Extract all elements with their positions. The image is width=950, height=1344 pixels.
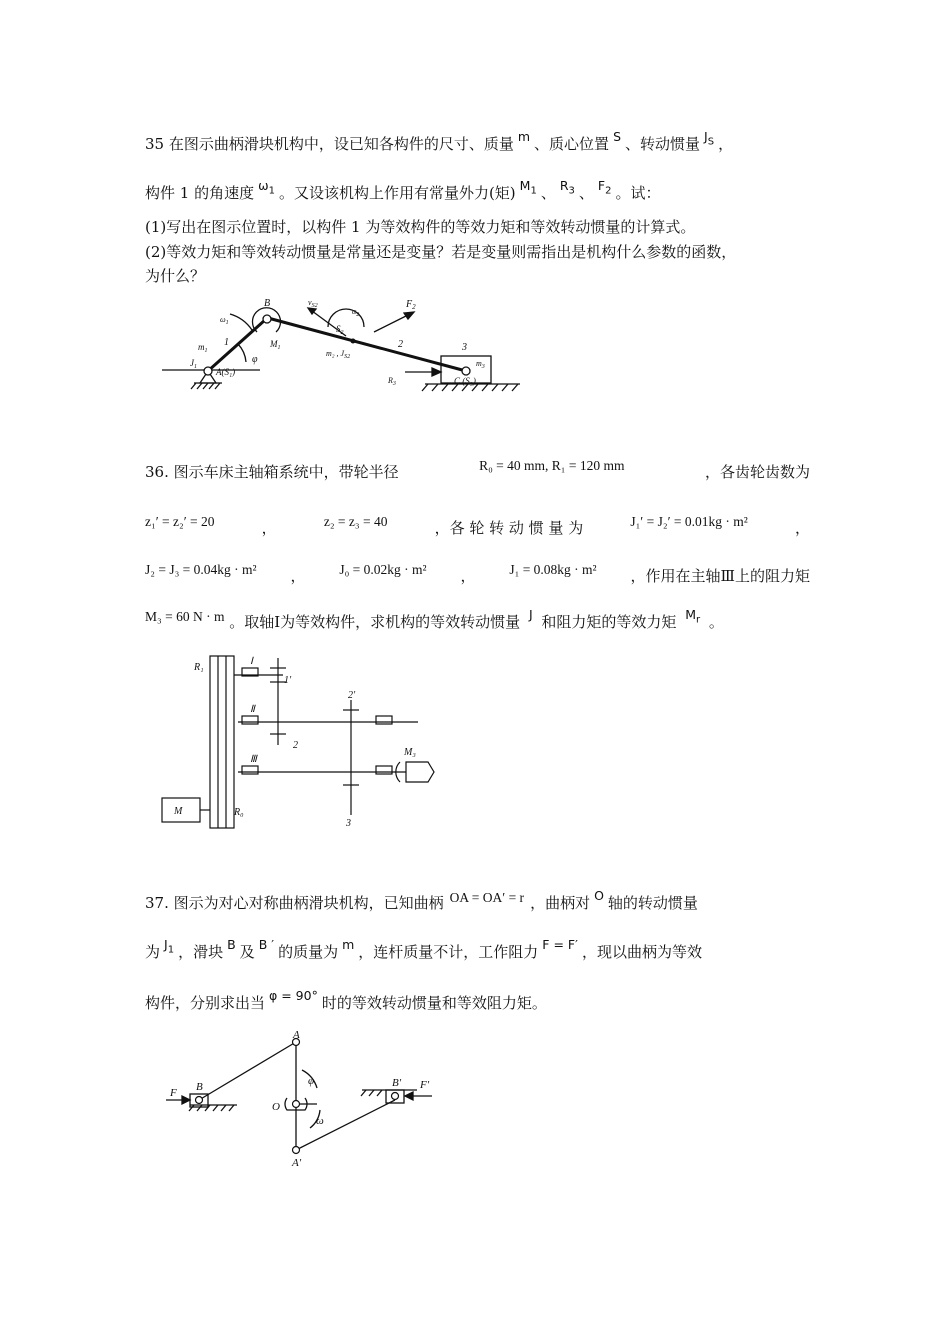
label-O: O bbox=[272, 1101, 280, 1113]
q36-text: ， bbox=[794, 519, 810, 537]
symbol-M: M bbox=[519, 178, 531, 193]
q37-text: 的质量为 bbox=[278, 943, 339, 961]
symbol-m: m bbox=[342, 937, 355, 952]
q36-text: 36. 图示车床主轴箱系统中，带轮半径 bbox=[145, 463, 399, 481]
bearing-II-right bbox=[376, 716, 392, 724]
q35-item-2-cont: 为什么？ bbox=[145, 267, 206, 285]
label-m1 bbox=[198, 342, 208, 354]
label-link-3: 3 bbox=[462, 342, 467, 353]
symbol-sub: S bbox=[707, 136, 715, 148]
symbol-F2 bbox=[594, 178, 616, 197]
label-gear-2p: 2′ bbox=[348, 690, 356, 701]
arrowhead-Fprime bbox=[405, 1092, 413, 1100]
q37-text: 构件，分别求出当 bbox=[145, 994, 266, 1012]
label-shaft-I: Ⅰ bbox=[250, 656, 253, 667]
q35-text: 、质心位置 bbox=[534, 135, 610, 153]
arrowhead-F bbox=[182, 1096, 190, 1104]
label-part: 1 bbox=[194, 364, 197, 370]
label-F: F bbox=[170, 1087, 177, 1099]
joint-B bbox=[263, 315, 271, 323]
symbol-B: B bbox=[227, 937, 236, 952]
q35-text: 构件 1 的角速度 bbox=[145, 184, 255, 202]
label-omega: ω bbox=[316, 1115, 324, 1127]
label-m3 bbox=[476, 359, 485, 370]
label-B-prime: B′ bbox=[392, 1077, 402, 1089]
q36-figure-headstock bbox=[158, 650, 450, 832]
label-gear-1p: 1′ bbox=[284, 675, 292, 686]
label-shaft-II: Ⅱ bbox=[250, 704, 255, 715]
q37-figure-symmetric-slider bbox=[162, 1030, 442, 1170]
q35-text: 。试： bbox=[615, 184, 661, 202]
label-phi: φ bbox=[252, 354, 258, 365]
label-part: 3 bbox=[481, 364, 485, 370]
label-part: 2 bbox=[340, 330, 344, 336]
q35-item-2: (2)等效力矩和等效转动惯量是常量还是变量？若是变量则需指出是机构什么参数的函数， bbox=[145, 243, 737, 261]
q36-math-z1p-z2p: z₁′ = z₂′ = 20 bbox=[145, 514, 215, 529]
q35-line-2 bbox=[145, 178, 810, 210]
q37-text: 时的等效转动惯量和等效阻力矩。 bbox=[321, 994, 547, 1012]
bearing-II-left bbox=[242, 716, 258, 724]
q35-text: ， bbox=[718, 135, 734, 153]
q37-text: 轴的转动惯量 bbox=[607, 894, 698, 912]
q36-math-J2-J3: J₂ = J₃ = 0.04kg · m² bbox=[145, 562, 257, 577]
q36-line-1 bbox=[145, 458, 810, 482]
label-A-prime: A′ bbox=[292, 1157, 302, 1169]
bearing-III-left bbox=[242, 766, 258, 774]
label-B: B bbox=[196, 1081, 203, 1093]
omega1-arc bbox=[230, 314, 252, 330]
q35-text: 。又设该机构上作用有常量外力(矩) bbox=[278, 184, 516, 202]
label-vS2 bbox=[308, 298, 318, 309]
q35-text: 、 bbox=[578, 184, 594, 202]
pivot-hatching bbox=[191, 383, 220, 389]
q36-line-2 bbox=[145, 514, 810, 538]
q36-text: 。 bbox=[708, 613, 724, 631]
symbol-B-prime: B ′ bbox=[258, 937, 275, 952]
q37-text: 37. 图示为对心对称曲柄滑块机构，已知曲柄 bbox=[145, 894, 444, 912]
q35-text: 35 在图示曲柄滑块机构中，设已知各构件的尺寸、质量 bbox=[145, 135, 514, 153]
arrowhead-R3 bbox=[432, 368, 441, 376]
symbol-sub: 2 bbox=[605, 185, 612, 197]
symbol-F-equals-Fprime: F = F′ bbox=[542, 937, 578, 952]
q36-line-4 bbox=[145, 607, 810, 639]
q36-text: ，各齿轮齿数为 bbox=[704, 463, 810, 481]
q36-math-J0: J₀ = 0.02kg · m² bbox=[339, 562, 427, 577]
symbol-sub: 3 bbox=[568, 185, 575, 197]
label-part: 1 bbox=[204, 348, 208, 354]
q36-math-J1: J₁ = 0.08kg · m² bbox=[509, 562, 597, 577]
q36-text: ， bbox=[290, 567, 306, 585]
label-M3: M₃ bbox=[404, 747, 416, 758]
symbol-R: R bbox=[559, 178, 569, 193]
q35-item-1: (1)写出在图示位置时，以构件 1 为等效构件的等效力矩和等效转动惯量的计算式。 bbox=[145, 218, 696, 236]
q37-text: ，连杆质量不计，工作阻力 bbox=[358, 943, 539, 961]
q37-line-3 bbox=[145, 988, 810, 1014]
label-gear-2: 2 bbox=[293, 740, 298, 751]
label-part: 2 bbox=[356, 312, 360, 318]
label-F2 bbox=[405, 299, 416, 311]
label-B: B bbox=[264, 298, 271, 309]
label-part: F bbox=[406, 299, 413, 310]
q37-text: ，滑块 bbox=[178, 943, 224, 961]
label-link-2: 2 bbox=[398, 339, 403, 350]
joint-A-prime bbox=[293, 1147, 300, 1154]
q36-math-M3: M₃ = 60 N · m bbox=[145, 609, 225, 624]
arrowhead-F2 bbox=[404, 312, 414, 319]
label-A-S1: A(S₁) bbox=[216, 367, 236, 377]
symbol-Mr bbox=[681, 607, 704, 626]
label-part: R bbox=[388, 376, 393, 385]
q37-text: ，现以曲柄为等效 bbox=[581, 943, 702, 961]
label-A: A bbox=[293, 1030, 300, 1041]
label-alpha2 bbox=[352, 307, 359, 318]
hatching-right bbox=[361, 1090, 382, 1096]
q36-text: ， bbox=[261, 519, 277, 537]
joint-B-prime bbox=[392, 1093, 399, 1100]
label-part: m bbox=[198, 342, 205, 352]
q37-text: 为 bbox=[145, 943, 161, 961]
symbol-R3 bbox=[556, 178, 579, 197]
symbol-S: S bbox=[613, 129, 621, 144]
symbol-omega: ω bbox=[258, 178, 269, 193]
label-part: v bbox=[308, 298, 312, 307]
label-link-1: 1 bbox=[224, 337, 229, 348]
symbol-J1 bbox=[160, 937, 178, 956]
q36-math-z2-z3: z₂ = z₃ = 40 bbox=[323, 514, 388, 529]
symbol-J: J bbox=[528, 607, 533, 622]
symbol-m: m bbox=[517, 129, 531, 144]
joint-A bbox=[204, 367, 212, 375]
label-part: m bbox=[476, 359, 482, 368]
symbol-J: J bbox=[164, 937, 168, 952]
label-part: α bbox=[352, 307, 357, 316]
q37-text: 及 bbox=[239, 943, 255, 961]
q37-text: ，曲柄对 bbox=[530, 894, 591, 912]
label-part: ω bbox=[220, 315, 226, 324]
q37-math-OA: OA = OA′ = r bbox=[449, 890, 525, 905]
spindle-chuck bbox=[406, 762, 434, 782]
label-J1 bbox=[190, 358, 197, 370]
joint-O bbox=[293, 1101, 300, 1108]
connecting-rod-2 bbox=[268, 318, 466, 371]
symbol-J: J bbox=[704, 129, 708, 144]
force-F2-arrow bbox=[374, 314, 410, 332]
symbol-sub: 1 bbox=[268, 185, 275, 197]
label-phi: φ bbox=[308, 1075, 315, 1087]
angle-phi-arc bbox=[238, 344, 246, 362]
q36-text: ，各 轮 转 动 惯 量 为 bbox=[434, 519, 584, 537]
label-m2-JS2 bbox=[326, 349, 350, 360]
symbol-F: F bbox=[597, 178, 606, 193]
q36-text: ， bbox=[460, 567, 476, 585]
symbol-M1 bbox=[516, 178, 541, 197]
label-part: M bbox=[270, 339, 278, 349]
q35-text: 、转动惯量 bbox=[625, 135, 701, 153]
q35-line-1 bbox=[145, 129, 810, 161]
label-motor-M: M bbox=[174, 806, 183, 817]
q37-line-2 bbox=[145, 937, 810, 969]
q37-line-1 bbox=[145, 888, 810, 914]
symbol-sub: r bbox=[696, 614, 701, 626]
label-C-S3: C (S₃) bbox=[454, 376, 476, 386]
bearing-III-right bbox=[376, 766, 392, 774]
label-part: S bbox=[336, 324, 341, 334]
label-M1 bbox=[269, 339, 281, 351]
symbol-sub: 1 bbox=[530, 185, 537, 197]
q36-line-3 bbox=[145, 562, 810, 586]
belt-pulley-column bbox=[210, 656, 234, 828]
q36-math-radii: R₀ = 40 mm, R₁ = 120 mm bbox=[479, 458, 625, 473]
q35-text: 、 bbox=[540, 184, 556, 202]
label-part: 1 bbox=[277, 345, 281, 351]
connecting-rod-B bbox=[199, 1042, 296, 1100]
q36-text: 和阻力矩的等效力矩 bbox=[541, 613, 677, 631]
label-part: 2 bbox=[412, 303, 416, 311]
joint-C bbox=[462, 367, 470, 375]
q35-figure-slider-crank bbox=[160, 292, 535, 402]
center-S2 bbox=[351, 339, 356, 344]
joint-B bbox=[196, 1097, 203, 1104]
hatching-left bbox=[189, 1105, 234, 1111]
label-omega1 bbox=[220, 315, 229, 326]
q36-math-J1p-J2p: J₁′ = J₂′ = 0.01kg · m² bbox=[630, 514, 748, 529]
label-part: 1 bbox=[225, 320, 229, 326]
label-gear-3: 3 bbox=[346, 818, 351, 829]
label-part: J bbox=[190, 358, 194, 368]
connecting-rod-B-prime bbox=[296, 1100, 395, 1150]
label-part: S2 bbox=[344, 354, 351, 360]
label-R0: R₀ bbox=[234, 807, 244, 818]
symbol-O: O bbox=[594, 888, 604, 903]
label-F-prime: F′ bbox=[420, 1079, 430, 1091]
q36-text: 。取轴Ⅰ为等效构件，求机构的等效转动惯量 bbox=[229, 613, 521, 631]
label-part: S2 bbox=[311, 303, 318, 309]
label-shaft-III: Ⅲ bbox=[250, 754, 257, 765]
symbol-phi-90: φ = 90° bbox=[269, 988, 318, 1003]
symbol-Js bbox=[700, 129, 718, 148]
symbol-omega1 bbox=[254, 178, 279, 197]
label-part: m₂ , J bbox=[326, 349, 345, 358]
q36-text: ，作用在主轴Ⅲ上的阻力矩 bbox=[630, 567, 810, 585]
symbol-M: M bbox=[685, 607, 697, 622]
label-S2 bbox=[336, 324, 344, 336]
label-R3 bbox=[387, 376, 396, 387]
label-R1: R₁ bbox=[194, 662, 204, 673]
label-part: 3 bbox=[392, 381, 396, 387]
symbol-sub: 1 bbox=[167, 944, 175, 956]
